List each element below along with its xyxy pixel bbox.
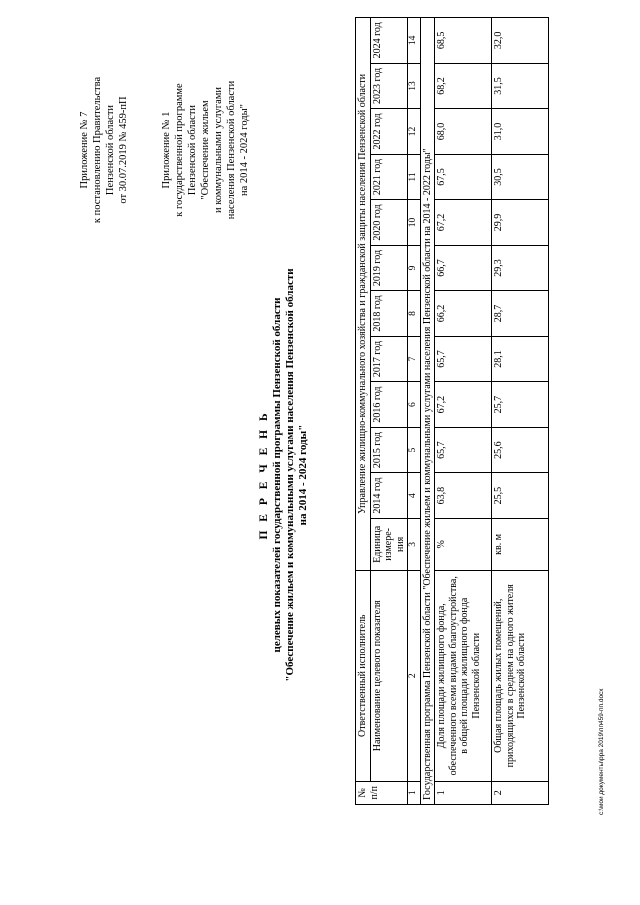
header-year: 2022 год — [370, 109, 408, 155]
row-value: 28,1 — [492, 336, 549, 382]
file-path-footer: c:\мои документы\ppa 2019\пп459-пп.docx — [598, 688, 605, 815]
row-unit: кв. м — [492, 518, 549, 570]
row-value: 67,5 — [435, 154, 492, 200]
column-number: 1 — [408, 781, 421, 804]
section-title: Государственная программа Пензенской области "Обеспечение жильем и коммунальными услугами населения Пензенской области на 2014 - 2022 годы" — [420, 18, 435, 805]
column-number: 12 — [408, 109, 421, 155]
row-value: 25,7 — [492, 382, 549, 428]
row-value: 65,7 — [435, 336, 492, 382]
header-year: 2016 год — [370, 382, 408, 428]
column-number: 8 — [408, 291, 421, 337]
row-value: 68,5 — [435, 18, 492, 64]
section-row — [420, 18, 435, 805]
row-value: 63,8 — [435, 473, 492, 519]
row-value: 32,0 — [492, 18, 549, 64]
column-number: 9 — [408, 245, 421, 291]
appendix-1-block — [160, 50, 251, 250]
row-value: 66,7 — [435, 245, 492, 291]
row-value: 25,5 — [492, 473, 549, 519]
appendix-1-line: Пензенской области — [187, 104, 198, 196]
column-number: 3 — [408, 518, 421, 570]
row-value: 67,2 — [435, 382, 492, 428]
header-unit: Единица измере-ния — [370, 518, 408, 570]
appendix-1-line: "Обеспечение жильем — [200, 100, 211, 200]
header-year: 2024 год — [370, 18, 408, 64]
header-year: 2018 год — [370, 291, 408, 337]
appendix-1-line: и коммунальными услугами — [213, 87, 224, 213]
appendix-7-line: Приложение № 7 — [79, 111, 90, 189]
document-title — [258, 245, 310, 705]
row-value: 31,0 — [492, 109, 549, 155]
row-value: 25,6 — [492, 427, 549, 473]
table-row — [435, 18, 492, 805]
column-number: 7 — [408, 336, 421, 382]
row-value: 65,7 — [435, 427, 492, 473]
header-year: 2017 год — [370, 336, 408, 382]
appendix-7-line: Пензенской области — [105, 104, 116, 196]
column-number: 14 — [408, 18, 421, 64]
row-num: 2 — [492, 781, 549, 804]
appendix-7-line: к постановлению Правительства — [92, 76, 103, 224]
indicators-table — [355, 17, 549, 805]
appendix-7-line: от 30.07.2019 № 459-пП — [118, 96, 129, 204]
header-year: 2015 год — [370, 427, 408, 473]
row-value: 30,5 — [492, 154, 549, 200]
row-value: 66,2 — [435, 291, 492, 337]
row-value: 29,9 — [492, 200, 549, 246]
header-num: № п/п — [356, 781, 408, 804]
column-number: 2 — [408, 570, 421, 781]
header-year: 2021 год — [370, 154, 408, 200]
row-value: 29,3 — [492, 245, 549, 291]
row-value: 67,2 — [435, 200, 492, 246]
row-num: 1 — [435, 781, 492, 804]
column-number: 5 — [408, 427, 421, 473]
title-line: целевых показателей государственной программы Пензенской области — [271, 297, 283, 653]
column-number: 11 — [408, 154, 421, 200]
column-number-row — [408, 18, 421, 805]
responsible-value: Управление жилищно-коммунального хозяйства и гражданской защиты населения Пензенской области — [356, 18, 371, 571]
title-heading: П Е Р Е Ч Е Н Ь — [258, 410, 270, 540]
table-row — [492, 18, 549, 805]
header-indicator: Наименование целевого показателя — [370, 570, 408, 781]
row-value: 28,7 — [492, 291, 549, 337]
row-value: 68,0 — [435, 109, 492, 155]
row-indicator-name: Общая площадь жилых помещений, приходящихся в среднем на одного жителя Пензенской области — [492, 570, 549, 781]
row-unit: % — [435, 518, 492, 570]
column-number: 4 — [408, 473, 421, 519]
appendix-1-line: на 2014 - 2024 годы" — [239, 104, 250, 196]
header-responsible: Ответственный исполнитель — [356, 570, 371, 781]
header-row-columns — [370, 18, 408, 805]
row-value: 68,2 — [435, 63, 492, 109]
column-number: 10 — [408, 200, 421, 246]
row-value: 31,5 — [492, 63, 549, 109]
title-line: "Обеспечение жильем и коммунальными услугами населения Пензенской области — [284, 268, 296, 682]
appendix-1-line: к государственной программе — [174, 83, 185, 217]
header-year: 2019 год — [370, 245, 408, 291]
header-year: 2014 год — [370, 473, 408, 519]
header-row-responsible — [356, 18, 371, 805]
header-year: 2020 год — [370, 200, 408, 246]
header-year: 2023 год — [370, 63, 408, 109]
row-indicator-name: Доля площади жилищного фонда, обеспеченного всеми видами благоустройства, в общей площади жилищного фонда Пензенской области — [435, 570, 492, 781]
appendix-1-line: населения Пензенской области — [226, 80, 237, 220]
appendix-1-line: Приложение № 1 — [161, 111, 172, 189]
title-line: на 2014 - 2024 годы" — [297, 424, 309, 526]
appendix-7-block — [78, 50, 130, 250]
column-number: 6 — [408, 382, 421, 428]
column-number: 13 — [408, 63, 421, 109]
